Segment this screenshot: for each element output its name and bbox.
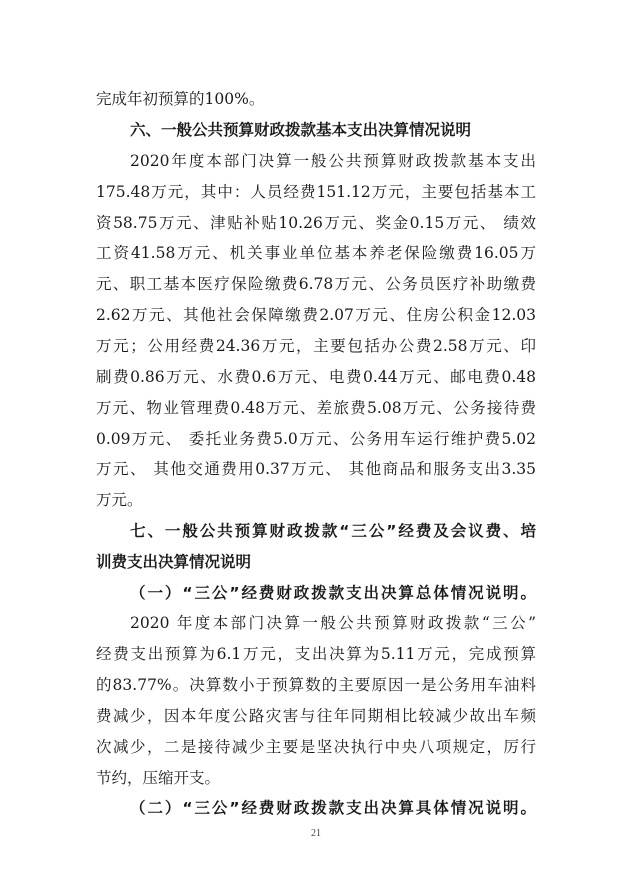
text-line: 0.09万元、 委托业务费5.0万元、公务用车运行维护费5.02 [96,430,536,448]
text-line: 万元、物业管理费0.48万元、差旅费5.08万元、公务接待费 [96,399,536,417]
text-line: 2.62万元、其他社会保障缴费2.07万元、住房公积金12.03 [96,306,536,324]
text-line: 元、职工基本医疗保险缴费6.78万元、公务员医疗补助缴费 [96,275,536,293]
section-heading-6: 六、一般公共预算财政拨款基本支出决算情况说明 [130,121,472,139]
text-line: 刷费0.86万元、水费0.6万元、电费0.44万元、邮电费0.48 [96,368,536,386]
text-line: 万元。 [96,491,143,509]
subheading-2: （二）“三公”经费财政拨款支出决算具体情况说明。 [130,799,536,817]
text-line: 万元、 其他交通费用0.37万元、 其他商品和服务支出3.35 [96,460,536,478]
section-heading-7-cont: 训费支出决算情况说明 [96,553,252,571]
text-line: 资58.75万元、津贴补贴10.26万元、奖金0.15万元、 绩效 [96,214,536,232]
text-line: 经费支出预算为6.1万元，支出决算为5.11万元，完成预算 [96,645,536,663]
text-line: 万元；公用经费24.36万元，主要包括办公费2.58万元、印 [96,337,536,355]
subheading-1: （一）“三公”经费财政拨款支出决算总体情况说明。 [130,584,536,602]
text-line: 175.48万元，其中：人员经费151.12万元，主要包括基本工 [96,183,536,201]
text-line: 工资41.58万元、机关事业单位基本养老保险缴费16.05万 [96,244,536,262]
text-line: 次减少，二是接待减少主要是坚决执行中央八项规定，厉行 [96,738,536,756]
text-line: 的83.77%。决算数小于预算数的主要原因一是公务用车油料 [96,676,536,694]
text-line: 节约，压缩开支。 [96,769,221,787]
text-line: 费减少，因本年度公路灾害与往年同期相比较减少故出车频 [96,707,536,725]
text-line: 2020年度本部门决算一般公共预算财政拨款基本支出 [130,152,536,170]
text-line: 完成年初预算的100%。 [96,90,265,108]
page-number: 21 [311,828,321,839]
section-heading-7: 七、一般公共预算财政拨款“三公”经费及会议费、培 [130,522,536,540]
text-line: 2020 年度本部门决算一般公共预算财政拨款“三公” [130,614,536,632]
